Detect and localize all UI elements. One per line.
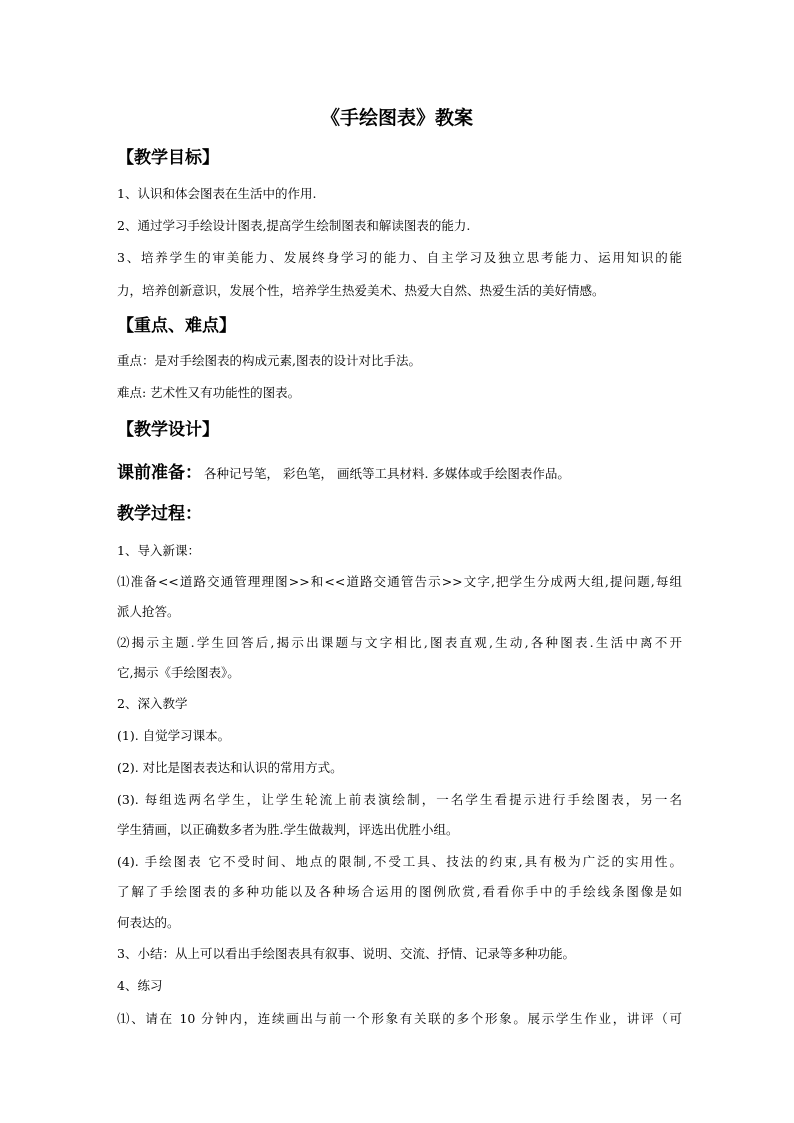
process-line: 它,揭示《手绘图表》。 — [117, 665, 240, 680]
process-line: 2、深入教学 — [117, 696, 188, 711]
design-heading: 【教学设计】 — [117, 420, 219, 440]
difficulty-text: 难点: 艺术性又有功能性的图表。 — [117, 385, 301, 400]
prep-label: 课前准备： — [117, 463, 202, 483]
process-line: 了解了手绘图表的多种功能以及各种场合运用的图例欣赏,看看你手中的手绘线条图像是如 — [117, 884, 682, 899]
objective-item-2: 2、通过学习手绘设计图表,提高学生绘制图表和解读图表的能力. — [117, 218, 471, 233]
prep-text: 各种记号笔， 彩色笔， 画纸等工具材料. 多媒体或手绘图表作品。 — [204, 466, 570, 481]
process-line: (1). 自觉学习课本。 — [117, 728, 231, 743]
process-line: 学生猜画，以正确数多者为胜.学生做裁判，评选出优胜小组。 — [117, 822, 459, 837]
objective-item-1: 1、认识和体会图表在生活中的作用. — [117, 186, 317, 201]
process-line: 1、导入新课： — [117, 543, 200, 558]
prep-line — [117, 461, 682, 486]
key-points-heading: 【重点、难点】 — [117, 316, 236, 336]
focus-text: 重点：是对手绘图表的构成元素,图表的设计对比手法。 — [117, 353, 421, 368]
process-line: ⑴准备<<道路交通管理理图>>和<<道路交通管告示>>文字,把学生分成两大组,提问题,每组 — [117, 574, 682, 589]
objective-item-3-cont: 力，培养创新意识，发展个性，培养学生热爱美术、热爱大自然、热爱生活的美好情感。 — [117, 283, 605, 298]
process-line: (3). 每组选两名学生，让学生轮流上前表演绘制，一名学生看提示进行手绘图表，另一名 — [117, 792, 682, 807]
process-line: 3、小结：从上可以看出手绘图表具有叙事、说明、交流、抒情、记录等多种功能。 — [117, 946, 575, 961]
process-line: 派人抢答。 — [117, 604, 180, 619]
objective-item-3: 3、培养学生的审美能力、发展终身学习的能力、自主学习及独立思考能力、运用知识的能 — [117, 250, 682, 265]
process-line: ⑵揭示主题.学生回答后,揭示出课题与文字相比,图表直观,生动,各种图表.生活中离不开 — [117, 635, 682, 650]
process-line: 4、练习 — [117, 978, 163, 993]
process-label: 教学过程： — [117, 504, 202, 524]
objectives-heading: 【教学目标】 — [117, 148, 219, 168]
process-line: (2). 对比是图表表达和认识的常用方式。 — [117, 760, 343, 775]
document-title: 《手绘图表》教案 — [320, 107, 473, 129]
process-line: (4). 手绘图表 它不受时间、地点的限制,不受工具、技法的约束,具有极为广泛的实用性。 — [117, 854, 682, 869]
process-line: 何表达的。 — [117, 915, 180, 930]
process-line: ⑴、请在 10 分钟内，连续画出与前一个形象有关联的多个形象。展示学生作业，讲评（可 — [117, 1011, 682, 1026]
